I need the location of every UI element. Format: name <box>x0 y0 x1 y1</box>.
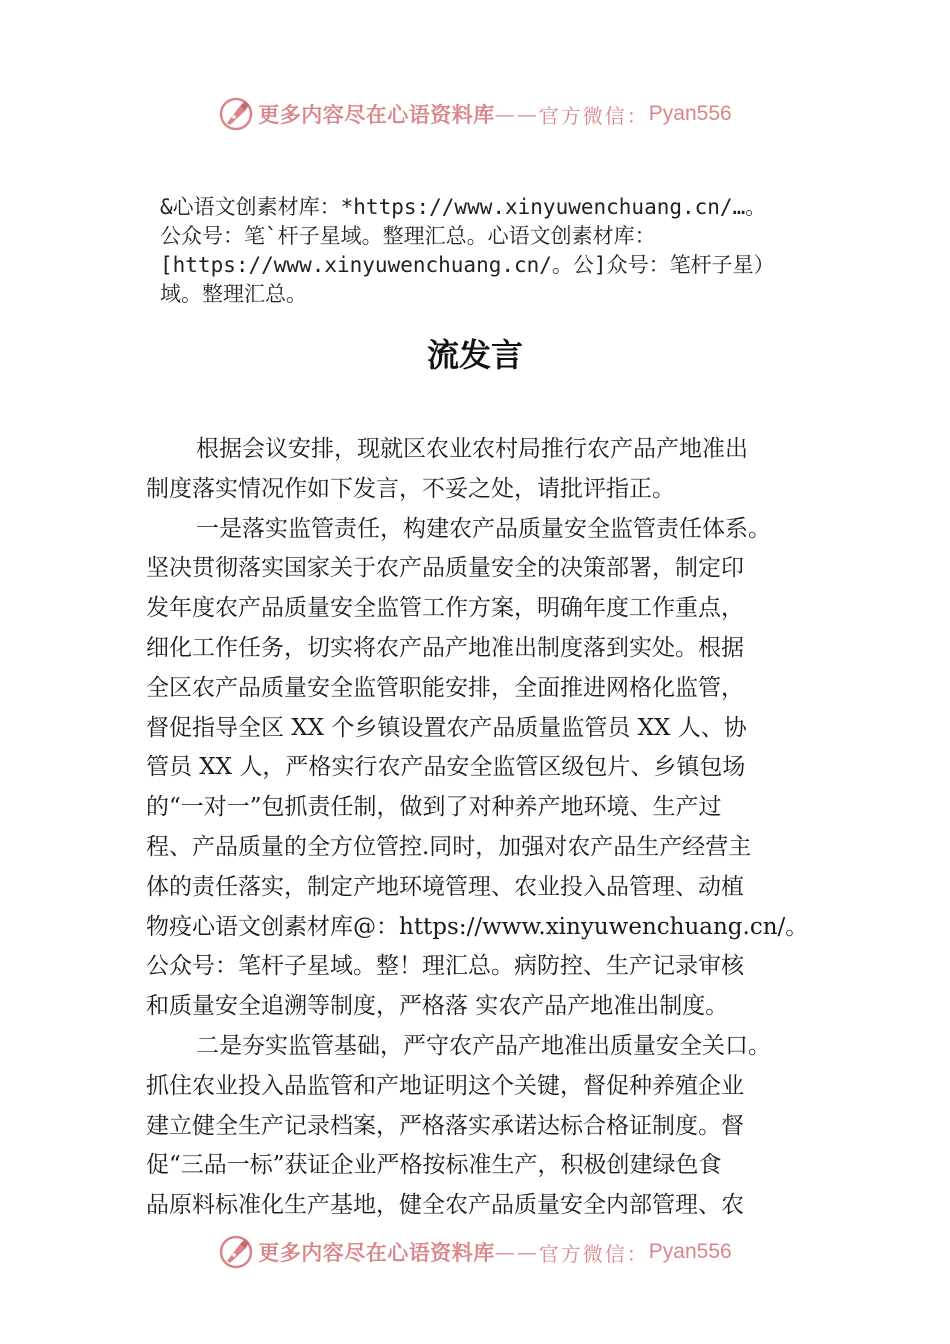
header-note-line: 公众号：笔`杆子星域。整理汇总。心语文创素材库： <box>160 224 656 248</box>
body-line: 品原料标准化生产基地，健全农产品质量安全内部管理、农 <box>146 1192 744 1219</box>
banner-text: 更多内容尽在心语资料库 <box>258 102 495 127</box>
header-note-line: 域。整理汇总。 <box>160 282 307 306</box>
body-line: 二是夯实监管基础，严守农产品产地准出质量安全关口。 <box>196 1032 771 1059</box>
bottom-watermark-banner <box>0 1232 950 1272</box>
banner-dash: —— <box>494 102 539 126</box>
body-line: 制度落实情况作如下发言，不妥之处，请批评指正。 <box>146 475 675 502</box>
banner-dash: —— <box>494 1240 539 1264</box>
top-watermark-banner <box>0 94 950 134</box>
banner-text: 更多内容尽在心语资料库 <box>258 1240 495 1265</box>
banner-contact-id: Pyan556 <box>648 102 732 125</box>
banner-contact-label: 官方微信： <box>538 103 649 128</box>
banner-contact-id: Pyan556 <box>648 1240 732 1263</box>
document-title: 流发言 <box>426 336 523 374</box>
header-note <box>160 193 840 309</box>
body-line: 督促指导全区 XX 个乡镇设置农产品质量监管员 XX 人、协 <box>146 714 747 741</box>
header-note-line: [https://www.xinyuwenchuang.cn/。公]众号：笔杆子星） <box>160 253 775 277</box>
body-line: 的“一对一”包抓责任制，做到了对种养产地环境、生产过 <box>146 794 722 821</box>
pen-nib-logo-icon <box>218 96 254 132</box>
body-line: 抓住农业投入品监管和产地证明这个关键，督促种养殖企业 <box>146 1072 744 1099</box>
body-line: 和质量安全追溯等制度，严格落 实农产品产地准出制度。 <box>146 993 729 1020</box>
pen-nib-logo-icon <box>218 1234 254 1270</box>
body-line: 物疫心语文创素材库@：https://www.xinyuwenchuang.cn/。 <box>146 913 809 940</box>
banner-contact-label: 官方微信： <box>538 1241 649 1266</box>
body-line: 促“三品一标”获证企业严格按标准生产，积极创建绿色食 <box>146 1152 722 1179</box>
document-body <box>146 430 822 1226</box>
body-line: 公众号：笔杆子星域。整！理汇总。病防控、生产记录审核 <box>146 953 744 980</box>
body-line: 发年度农产品质量安全监管工作方案，明确年度工作重点， <box>146 595 744 622</box>
body-line: 体的责任落实，制定产地环境管理、农业投入品管理、动植 <box>146 873 744 900</box>
body-line: 一是落实监管责任，构建农产品质量安全监管责任体系。 <box>196 515 771 542</box>
body-line: 细化工作任务，切实将农产品产地准出制度落到实处。根据 <box>146 634 744 661</box>
body-line: 程、产品质量的全方位管控.同时，加强对农产品生产经营主 <box>146 833 752 860</box>
header-note-line: &心语文创素材库：*https://www.xinyuwenchuang.cn/…。 <box>160 195 767 219</box>
body-line: 管员 XX 人，严格实行农产品安全监管区级包片、乡镇包场 <box>146 754 746 781</box>
body-line: 根据会议安排，现就区农业农村局推行农产品产地准出 <box>196 436 748 462</box>
body-line: 建立健全生产记录档案，严格落实承诺达标合格证制度。督 <box>146 1112 744 1139</box>
body-line: 全区农产品质量安全监管职能安排，全面推进网格化监管， <box>146 674 744 701</box>
body-line: 坚决贯彻落实国家关于农产品质量安全的决策部署，制定印 <box>146 555 744 582</box>
